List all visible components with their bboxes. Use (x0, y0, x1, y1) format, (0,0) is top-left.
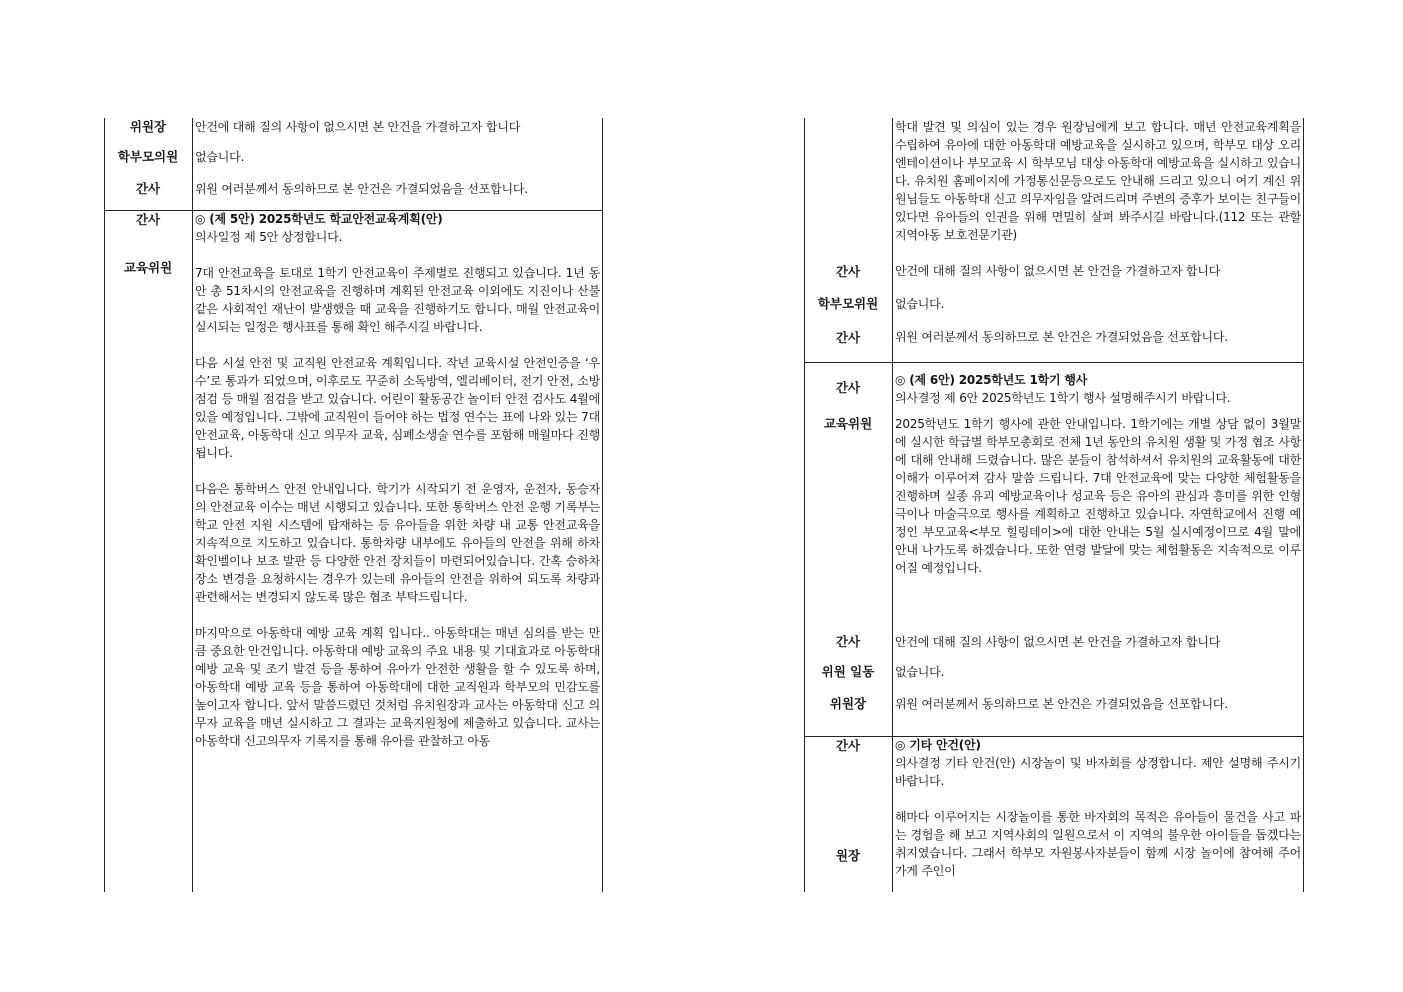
agenda-paragraph: 2025학년도 1학기 행사에 관한 안내입니다. 1학기에는 개별 상담 없이 3월말에 실시한 학급별 학부모총회로 전체 1년 동안의 유치원 생활 및 가정 협조 사항에 대해 안내해 드렸습니다. 많은 분들이 참석하셔서 유치원의 교육활동에 대한 이해가 이루어져 감사 말씀 드립니다. 7대 안전교육에 맞는 다양한 체험활동을 진행하며 실종 유괴 예방교육이나 성교육 등은 유아의 관심과 흥미를 위한 인형극이나 마술극으로 행사를 계획하고 진행하고 있습니다. 자연학교에서 진행 예정인 부모교육<부모 힐링데이>에 대한 안내는 5월 실시예정이므로 4월 말에 안내 나가도록 하겠습니다. 또한 연령 발달에 맞는 체험활동은 지속적으로 이루어질 예정입니다. (895, 417, 1301, 575)
agenda-paragraph: 해마다 이루어지는 시장놀이를 통한 바자회의 목적은 유아들이 물건을 사고 파는 경험을 해 보고 지역사회의 일원으로서 이 지역의 불우한 아이들을 돕겠다는 취지였습니다. 그래서 학부모 자원봉사자분들이 함께 시장 놀이에 참여해 주어 가게 주인이 (895, 810, 1301, 878)
speaker-label: 교육위원 (823, 416, 873, 431)
agenda-paragraph: 다음 시설 안전 및 교직원 안전교육 계획입니다. 작년 교육시설 안전인증을 ‘우수’로 통과가 되었으며, 이후로도 꾸준히 소독방역, 엘리베이터, 전기 안전, 소방 점검 등 매월 점검을 받고 있습니다. 어린이 활동공간 놀이터 안전 검사도 4월에 있을 예정입니다. 그밖에 교직원이 들어야 하는 법정 연수는 표에 나와 있는 7대 안전교육, 아동학대 신고 의무자 교육, 심폐소생술 연수를 포함해 매월마다 진행됩니다. (195, 356, 600, 460)
statement-text: 위원 여러분께서 동의하므로 본 안건은 가결되었음을 선포합니다. (895, 330, 1228, 344)
speaker-label: 위원 일동 (821, 664, 875, 679)
right-page (700, 0, 1403, 992)
table-border-divider (192, 118, 193, 892)
agenda-intro: 의사결정 제 6안 2025학년도 1학기 행사 설명해주시기 바랍니다. (895, 391, 1231, 405)
agenda-6-content (895, 371, 1301, 577)
speaker-label: 학부모의원 (117, 149, 179, 164)
speaker-label: 원장 (835, 848, 861, 863)
speaker-label: 간사 (135, 212, 161, 227)
agenda-paragraph: 7대 안전교육을 토대로 1학기 안전교육이 주제별로 진행되고 있습니다. 1년 동안 총 51차시의 안전교육을 진행하며 계획된 안전교육 이외에도 지진이나 산불 같은 사회적인 재난이 발생했을 때 교육을 진행하기도 합니다. 매월 안전교육이 실시되는 일정은 행사표를 통해 확인 해주시길 바랍니다. (195, 266, 600, 334)
continued-text (895, 118, 1301, 244)
speaker-label: 간사 (135, 181, 161, 196)
speaker-label: 간사 (835, 634, 861, 649)
agenda-heading: ◎ (제 5안) 2025학년도 학교안전교육계획(안) (195, 212, 443, 226)
continued-paragraph: 학대 발견 및 의심이 있는 경우 원장님에게 보고 합니다. 매년 안전교육계획을 수립하여 유아에 대한 아동학대 예방교육을 실시하고 있으며, 학부모 대상 오리엔테이션이나 부모교육 시 학부모님 대상 아동학대 예방교육을 실시하고 있습니다. 유치원 홈페이지에 가정통신문등으로도 안내해 드리고 있으니 여기 계신 위원님들도 아동학대 신고 의무자임을 알려드리며 주변의 증후가 보이는 친구들이 있다면 유아들의 인권을 위해 면밀히 살펴 봐주시길 바랍니다.(112 또는 관할 지역아동 보호전문기관) (895, 120, 1301, 242)
statement-text: 안건에 대해 질의 사항이 없으시면 본 안건을 가결하고자 합니다 (895, 635, 1221, 649)
agenda-5-content (195, 210, 600, 750)
statement-text: 위원 여러분께서 동의하므로 본 안건은 가결되었음을 선포합니다. (195, 182, 528, 196)
speaker-label: 교육위원 (123, 260, 173, 275)
statement-text: 없습니다. (895, 665, 945, 679)
speaker-label: 간사 (835, 380, 861, 395)
speaker-label: 간사 (835, 330, 861, 345)
table-border-divider (892, 118, 893, 892)
row-separator (804, 362, 1304, 363)
table-border-left (104, 118, 105, 892)
speaker-label: 간사 (835, 264, 861, 279)
statement-text: 안건에 대해 질의 사항이 없으시면 본 안건을 가결하고자 합니다 (195, 120, 521, 134)
agenda-heading: ◎ 기타 안건(안) (895, 738, 981, 752)
statement-text: 없습니다. (195, 150, 245, 164)
speaker-label: 위원장 (129, 119, 167, 134)
table-border-left (804, 118, 805, 892)
statement-text: 없습니다. (895, 297, 945, 311)
agenda-paragraph: 마지막으로 아동학대 예방 교육 계획 입니다.. 아동학대는 매년 심의를 받는 만큼 중요한 안건입니다. 아동학대 예방 교육의 주요 내용 및 기대효과로 아동학대 예방 교육 및 조기 발견 등을 통하여 유아가 안전한 생활을 할 수 있도록 하며, 아동학대 예방 교육 등을 통하여 아동학대에 대한 교직원과 학부모의 민감도를 높이고자 합니다. 앞서 말씀드렸던 것처럼 유치원장과 교사는 아동학대 신고 의무자 교육을 매년 실시하고 그 결과는 교육지원청에 제출하고 있습니다. 교사는 아동학대 신고의무자 기록지를 통해 유아를 관찰하고 아동 (195, 626, 600, 748)
left-page (0, 0, 700, 992)
agenda-paragraph: 다음은 통학버스 안전 안내입니다. 학기가 시작되기 전 운영자, 운전자, 동승자의 안전교육 이수는 매년 시행되고 있습니다. 또한 통학버스 안전 운행 기록부는 학교 안전 지원 시스템에 탑재하는 등 유아들을 위한 차량 내 교통 안전교육을 지속적으로 지도하고 있습니다. 통학차량 내부에도 유아들의 안전을 위해 하차 확인벨이나 보조 발판 등 다양한 안전 장치들이 마련되어있습니다. 간혹 승하차 장소 변경을 요청하시는 경우가 있는데 유아들의 안전을 위하여 되도록 차량과 관련해서는 변경되지 않도록 많은 협조 부탁드립니다. (195, 482, 600, 604)
statement-text: 위원 여러분께서 동의하므로 본 안건은 가결되었음을 선포합니다. (895, 697, 1228, 711)
speaker-label: 위원장 (829, 696, 867, 711)
table-border-right (1303, 118, 1304, 892)
agenda-other-content (895, 736, 1301, 892)
speaker-label: 간사 (835, 738, 861, 753)
agenda-heading: ◎ (제 6안) 2025학년도 1학기 행사 (895, 373, 1088, 387)
statement-text: 안건에 대해 질의 사항이 없으시면 본 안건을 가결하고자 합니다 (895, 264, 1221, 278)
speaker-label: 학부모위원 (817, 296, 879, 311)
table-border-right (602, 118, 603, 892)
agenda-intro: 의사결정 기타 안건(안) 시장놀이 및 바자회를 상정합니다. 제안 설명해 주시기 바랍니다. (895, 756, 1301, 788)
agenda-intro: 의사일정 제 5안 상정합니다. (195, 230, 343, 244)
